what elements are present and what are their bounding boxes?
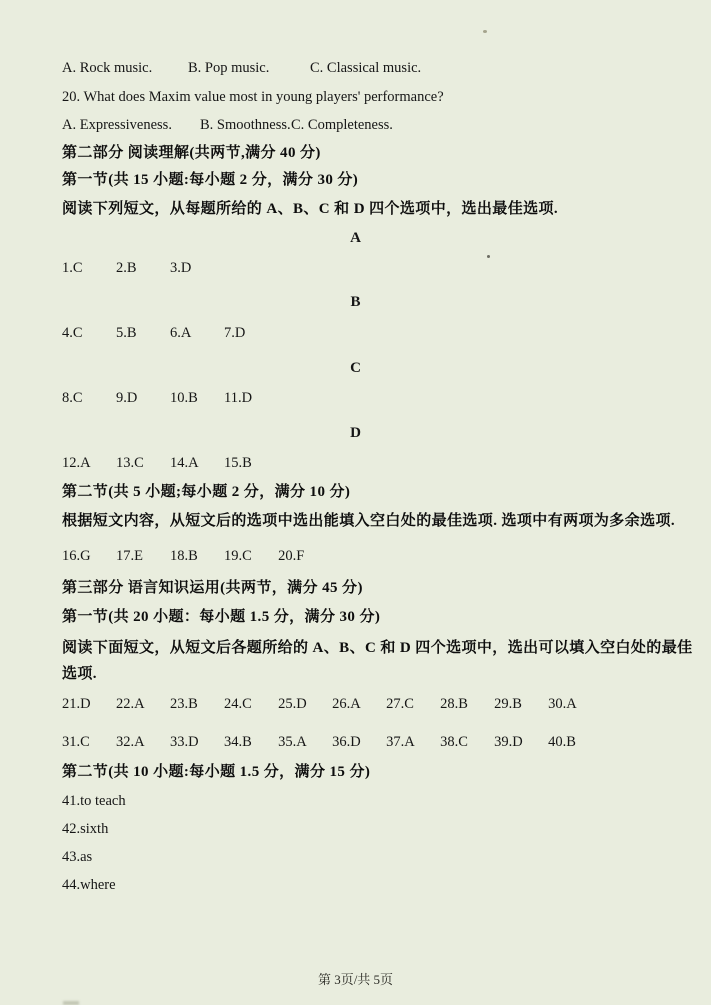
option-a: A. Expressiveness. <box>62 117 172 133</box>
answer-item: 35.A <box>278 734 307 750</box>
answer-item: 8.C <box>62 390 83 406</box>
scan-speck <box>483 30 487 33</box>
answer-item: 12.A <box>62 455 91 471</box>
answer-item: 34.B <box>224 734 252 750</box>
answer-item: 20.F <box>278 548 305 564</box>
answer-item: 24.C <box>224 696 252 712</box>
answer-item: 22.A <box>116 696 145 712</box>
option-a: A. Rock music. <box>62 60 153 76</box>
passage-a-label: A <box>350 230 361 246</box>
cutoff-next-line-smudge <box>63 1001 79 1005</box>
answer-item: 21.D <box>62 696 91 712</box>
grammar-answer-42: 42.sixth <box>62 821 109 837</box>
option-c: C. Classical music. <box>310 60 422 76</box>
answer-item: 7.D <box>224 325 246 341</box>
answer-item: 6.A <box>170 325 192 341</box>
passage-d-label: D <box>350 425 361 441</box>
question-20-text: 20. What does Maxim value most in young players' performance? <box>62 89 444 105</box>
answer-item: 19.C <box>224 548 252 564</box>
part2-section1-instructions: 阅读下列短文，从每题所给的 A、B、C 和 D 四个选项中，选出最佳选项. <box>62 201 559 217</box>
answer-item: 37.A <box>386 734 415 750</box>
part2-section2-heading: 第二节(共 5 小题;每小题 2 分，满分 10 分) <box>62 484 351 500</box>
answer-item: 23.B <box>170 696 198 712</box>
passage-c-label: C <box>350 360 361 376</box>
answer-item: 9.D <box>116 390 138 406</box>
answer-item: 11.D <box>224 390 253 406</box>
part3-section1-heading: 第一节(共 20 小题：每小题 1.5 分，满分 30 分) <box>62 609 381 625</box>
page-number-footer: 第 3页/共 5页 <box>317 972 394 987</box>
option-b: B. Smoothness. <box>200 117 291 133</box>
cloze-answers-row2 <box>62 734 599 751</box>
answer-item: 26.A <box>332 696 361 712</box>
answer-item: 32.A <box>116 734 145 750</box>
answer-item: 5.B <box>116 325 137 341</box>
answer-item: 31.C <box>62 734 90 750</box>
answer-item: 16.G <box>62 548 91 564</box>
scan-speck <box>487 255 490 258</box>
answer-item: 3.D <box>170 260 192 276</box>
part3-section1-instructions-line1: 阅读下面短文，从短文后各题所给的 A、B、C 和 D 四个选项中，选出可以填入空白处的最佳 <box>62 640 693 656</box>
answer-item: 13.C <box>116 455 144 471</box>
answer-item: 33.D <box>170 734 199 750</box>
passage-d-answers <box>62 455 274 472</box>
part2-title: 第二部分 阅读理解(共两节,满分 40 分) <box>62 145 321 161</box>
part3-title: 第三部分 语言知识运用(共两节，满分 45 分) <box>62 580 363 596</box>
answer-item: 27.C <box>386 696 414 712</box>
grammar-answer-44: 44.where <box>62 877 116 893</box>
part2-section2-answers <box>62 548 328 565</box>
answer-item: 17.E <box>116 548 143 564</box>
answer-item: 28.B <box>440 696 468 712</box>
answer-item: 36.D <box>332 734 361 750</box>
answer-item: 30.A <box>548 696 577 712</box>
option-b: B. Pop music. <box>188 60 270 76</box>
answer-item: 14.A <box>170 455 199 471</box>
passage-a-answers <box>62 260 220 277</box>
answer-item: 25.D <box>278 696 307 712</box>
grammar-answer-41: 41.to teach <box>62 793 126 809</box>
passage-b-answers <box>62 325 274 342</box>
answer-item: 2.B <box>116 260 137 276</box>
answer-item: 10.B <box>170 390 198 406</box>
answer-item: 15.B <box>224 455 252 471</box>
answer-item: 29.B <box>494 696 522 712</box>
answer-item: 4.C <box>62 325 83 341</box>
answer-item: 40.B <box>548 734 576 750</box>
grammar-answer-43: 43.as <box>62 849 93 865</box>
part3-section1-instructions-line2: 选项. <box>62 666 97 682</box>
answer-item: 18.B <box>170 548 198 564</box>
passage-b-label: B <box>350 294 361 310</box>
cloze-answers-row1 <box>62 696 599 713</box>
answer-item: 38.C <box>440 734 468 750</box>
part2-section2-instructions: 根据短文内容，从短文后的选项中选出能填入空白处的最佳选项. 选项中有两项为多余选项. <box>62 513 676 529</box>
answer-item: 1.C <box>62 260 83 276</box>
part2-section1-heading: 第一节(共 15 小题:每小题 2 分，满分 30 分) <box>62 172 359 188</box>
passage-c-answers <box>62 390 274 407</box>
option-c: C. Completeness. <box>291 117 393 133</box>
answer-item: 39.D <box>494 734 523 750</box>
part3-section2-heading: 第二节(共 10 小题:每小题 1.5 分，满分 15 分) <box>62 764 371 780</box>
